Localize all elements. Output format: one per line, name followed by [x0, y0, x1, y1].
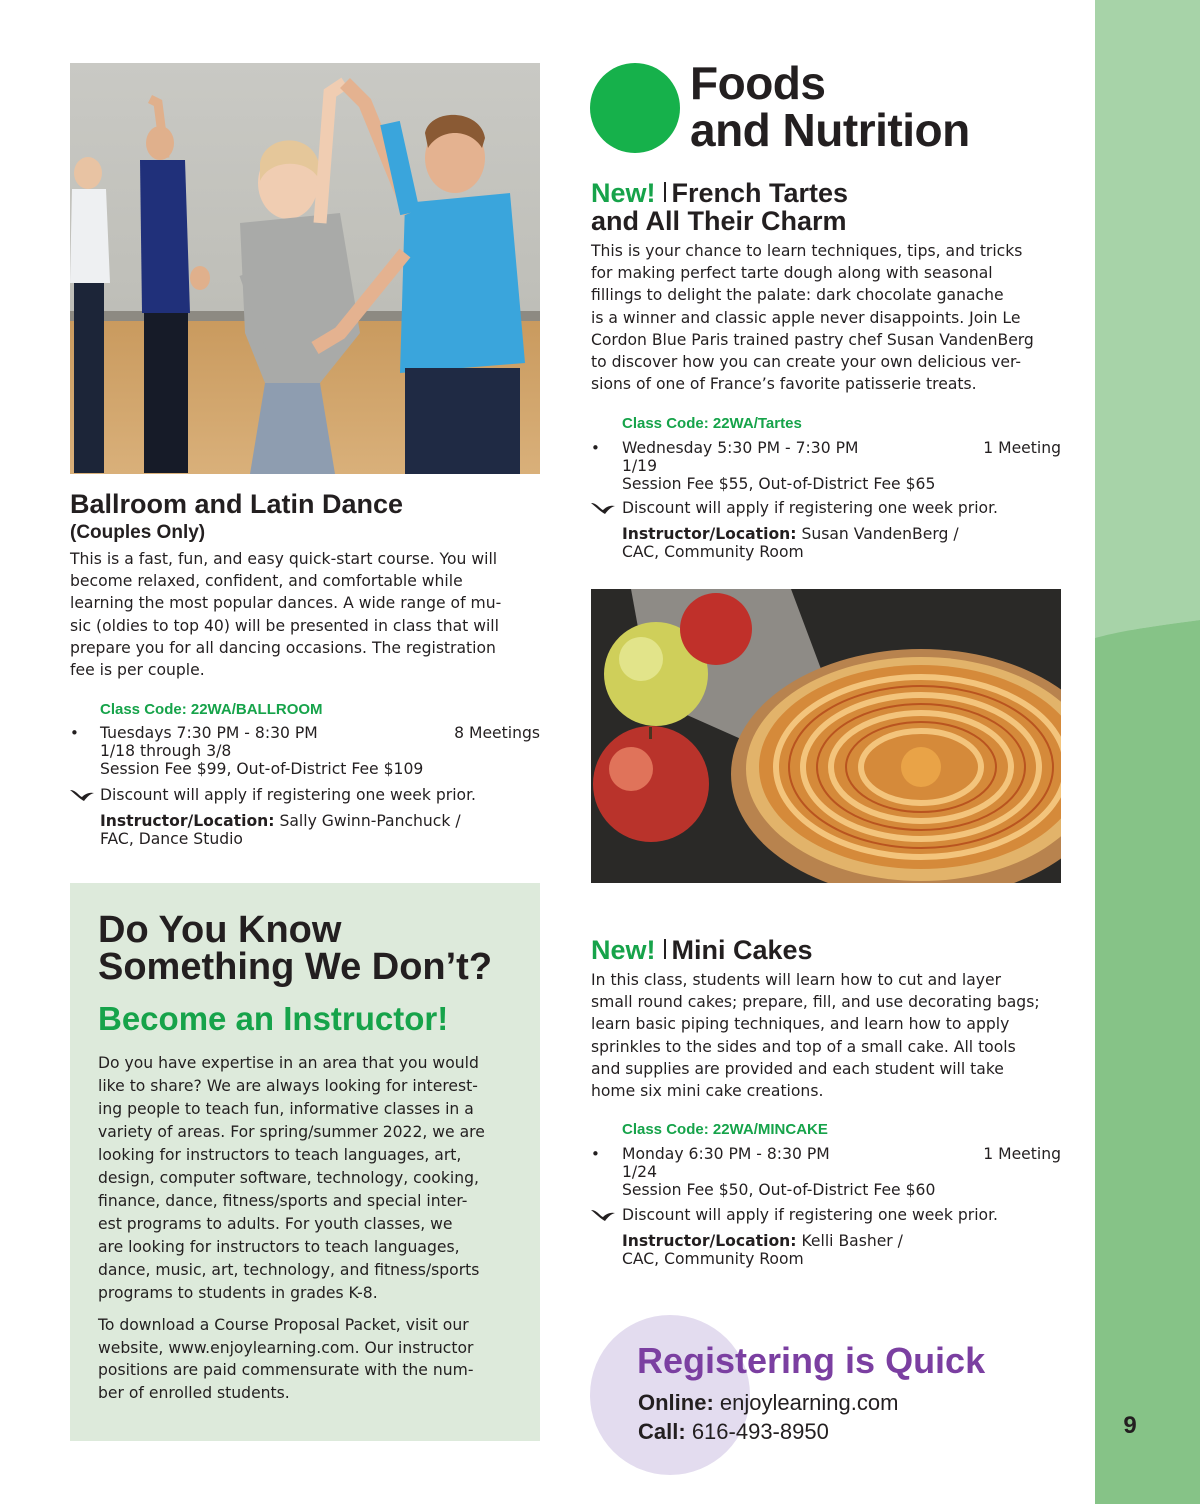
desc-line: learn basic piping techniques, and learn how to apply [591, 1015, 1010, 1034]
discount-text: Discount will apply if registering one week prior. [100, 786, 477, 804]
instructor-name: Kelli Basher / [796, 1232, 903, 1250]
ballroom-schedule: Tuesdays 7:30 PM - 8:30 PM [100, 724, 318, 742]
minicakes-instructor [622, 1232, 903, 1268]
ballroom-description [70, 548, 540, 681]
ballroom-dates: 1/18 through 3/8 [100, 742, 232, 760]
minicakes-discount [591, 1206, 1061, 1226]
para-line: ing people to teach fun, informative classes in a [98, 1100, 474, 1118]
instructor-location: FAC, Dance Studio [100, 830, 243, 848]
discount-text: Discount will apply if registering one week prior. [622, 499, 999, 517]
desc-line: learning the most popular dances. A wide range of mu- [70, 594, 502, 613]
tartes-discount [591, 499, 1061, 519]
para-line: website, www.enjoylearning.com. Our instructor [98, 1338, 474, 1357]
desc-line: to discover how you can create your own delicious ver- [591, 353, 1022, 372]
minicakes-details [591, 1145, 1061, 1207]
heading-line2: Something We Don’t? [98, 946, 493, 988]
minicakes-title-text: Mini Cakes [671, 935, 813, 965]
title-separator [664, 182, 666, 202]
tartes-description [591, 240, 1071, 395]
bullet-icon: • [591, 439, 600, 457]
new-badge: New! [591, 935, 656, 965]
desc-line: small round cakes; prepare, fill, and use decorating bags; [591, 993, 1040, 1012]
para-line: design, computer software, technology, cooking, [98, 1169, 479, 1187]
para-line: programs to students in grades K-8. [98, 1284, 378, 1302]
section-title-line1: Foods [690, 57, 826, 109]
tartes-meetings: 1 Meeting [983, 439, 1061, 457]
heading-line1: Do You Know [98, 909, 342, 951]
discount-text: Discount will apply if registering one week prior. [622, 1206, 999, 1224]
bullet-icon: • [591, 1145, 600, 1163]
desc-line: This is a fast, fun, and easy quick-start course. You will [70, 550, 498, 568]
minicakes-title [591, 936, 813, 964]
ballroom-fee: Session Fee $99, Out-of-District Fee $109 [100, 760, 424, 778]
minicakes-dates: 1/24 [622, 1163, 658, 1181]
minicakes-meetings: 1 Meeting [983, 1145, 1061, 1163]
ballroom-title: Ballroom and Latin Dance [70, 489, 404, 519]
para-line: To download a Course Proposal Packet, visit our [98, 1316, 469, 1334]
ballroom-meetings: 8 Meetings [454, 724, 540, 742]
section-title [690, 57, 1090, 156]
phone-number[interactable]: 616-493-8950 [691, 1419, 829, 1444]
desc-line: Cordon Blue Paris trained pastry chef Susan VandenBerg [591, 330, 1034, 349]
instructor-location: CAC, Community Room [622, 543, 804, 561]
page-number: 9 [1123, 1412, 1137, 1439]
minicakes-description [591, 969, 1071, 1102]
desc-line: fillings to delight the palate: dark chocolate ganache [591, 286, 1004, 305]
side-band-curve [1095, 600, 1200, 660]
bird-icon [591, 501, 615, 515]
desc-line: become relaxed, confident, and comfortable while [70, 572, 463, 591]
side-band-light [1095, 0, 1200, 640]
ballroom-instructor [100, 812, 461, 848]
tartes-instructor [622, 525, 959, 561]
tartes-title-line1: French Tartes [671, 178, 849, 208]
instructor-subheading: Become an Instructor! [98, 1000, 449, 1037]
ballroom-subtitle: (Couples Only) [70, 522, 206, 543]
instructor-name: Susan VandenBerg / [796, 525, 959, 543]
minicakes-class-code: Class Code: 22WA/MINCAKE [622, 1121, 828, 1138]
desc-line: fee is per couple. [70, 661, 205, 680]
tartes-details [591, 439, 1061, 501]
tartes-title-line2: and All Their Charm [591, 206, 847, 236]
desc-line: is a winner and classic apple never disappoints. Join Le [591, 308, 1021, 327]
bullet-icon: • [70, 724, 79, 742]
section-title-line2: and Nutrition [690, 104, 970, 156]
side-band-dark [1095, 630, 1200, 1504]
online-label: Online: [638, 1390, 714, 1415]
register-title: Registering is Quick [637, 1340, 986, 1381]
tartes-class-code: Class Code: 22WA/Tartes [622, 415, 802, 432]
dance-photo [70, 63, 540, 474]
para-line: positions are paid commensurate with the num- [98, 1361, 474, 1379]
para-line: are looking for instructors to teach languages, [98, 1238, 460, 1256]
para-line: dance, music, art, technology, and fitness/sports [98, 1261, 480, 1279]
section-dot-icon [590, 63, 680, 153]
instructor-label: Instructor/Location: [100, 812, 275, 830]
tartes-title [591, 179, 848, 235]
instructor-label: Instructor/Location: [622, 1232, 797, 1250]
instructor-location: CAC, Community Room [622, 1250, 804, 1268]
online-link[interactable]: enjoylearning.com [719, 1390, 899, 1415]
para-line: ber of enrolled students. [98, 1383, 290, 1402]
bird-icon [591, 1208, 615, 1222]
tartes-fee: Session Fee $55, Out-of-District Fee $65 [622, 475, 936, 493]
instructor-name: Sally Gwinn-Panchuck / [274, 812, 461, 830]
instructor-paragraph-1 [98, 1052, 538, 1305]
para-line: Do you have expertise in an area that you would [98, 1054, 479, 1072]
para-line: finance, dance, fitness/sports and special inter- [98, 1192, 468, 1210]
register-online [638, 1390, 898, 1416]
desc-line: sic (oldies to top 40) will be presented in class that will [70, 616, 499, 635]
para-line: variety of areas. For spring/summer 2022, we are [98, 1123, 485, 1141]
new-badge: New! [591, 178, 656, 208]
tartes-schedule: Wednesday 5:30 PM - 7:30 PM [622, 439, 859, 457]
instructor-label: Instructor/Location: [622, 525, 797, 543]
para-line: like to share? We are always looking for interest- [98, 1077, 478, 1095]
ballroom-discount [70, 786, 540, 806]
ballroom-details [70, 724, 540, 786]
register-call [638, 1419, 829, 1445]
desc-line: for making perfect tarte dough along with seasonal [591, 264, 993, 283]
desc-line: prepare you for all dancing occasions. The registration [70, 638, 496, 657]
call-label: Call: [638, 1419, 686, 1444]
tart-photo [591, 589, 1061, 883]
desc-line: This is your chance to learn techniques, tips, and tricks [591, 242, 1023, 260]
minicakes-fee: Session Fee $50, Out-of-District Fee $60 [622, 1181, 936, 1199]
desc-line: In this class, students will learn how to cut and layer [591, 971, 1002, 989]
desc-line: sions of one of France’s favorite patisserie treats. [591, 375, 977, 394]
desc-line: and supplies are provided and each student will take [591, 1059, 1004, 1078]
desc-line: sprinkles to the sides and top of a small cake. All tools [591, 1037, 1016, 1056]
para-line: est programs to adults. For youth classes, we [98, 1215, 453, 1233]
title-separator [664, 939, 666, 959]
bird-icon [70, 788, 94, 802]
instructor-heading [98, 909, 538, 988]
instructor-paragraph-2 [98, 1314, 538, 1404]
ballroom-class-code: Class Code: 22WA/BALLROOM [100, 701, 323, 718]
desc-line: home six mini cake creations. [591, 1082, 824, 1101]
para-line: looking for instructors to teach languages, art, [98, 1146, 462, 1164]
tartes-dates: 1/19 [622, 457, 658, 475]
minicakes-schedule: Monday 6:30 PM - 8:30 PM [622, 1145, 830, 1163]
